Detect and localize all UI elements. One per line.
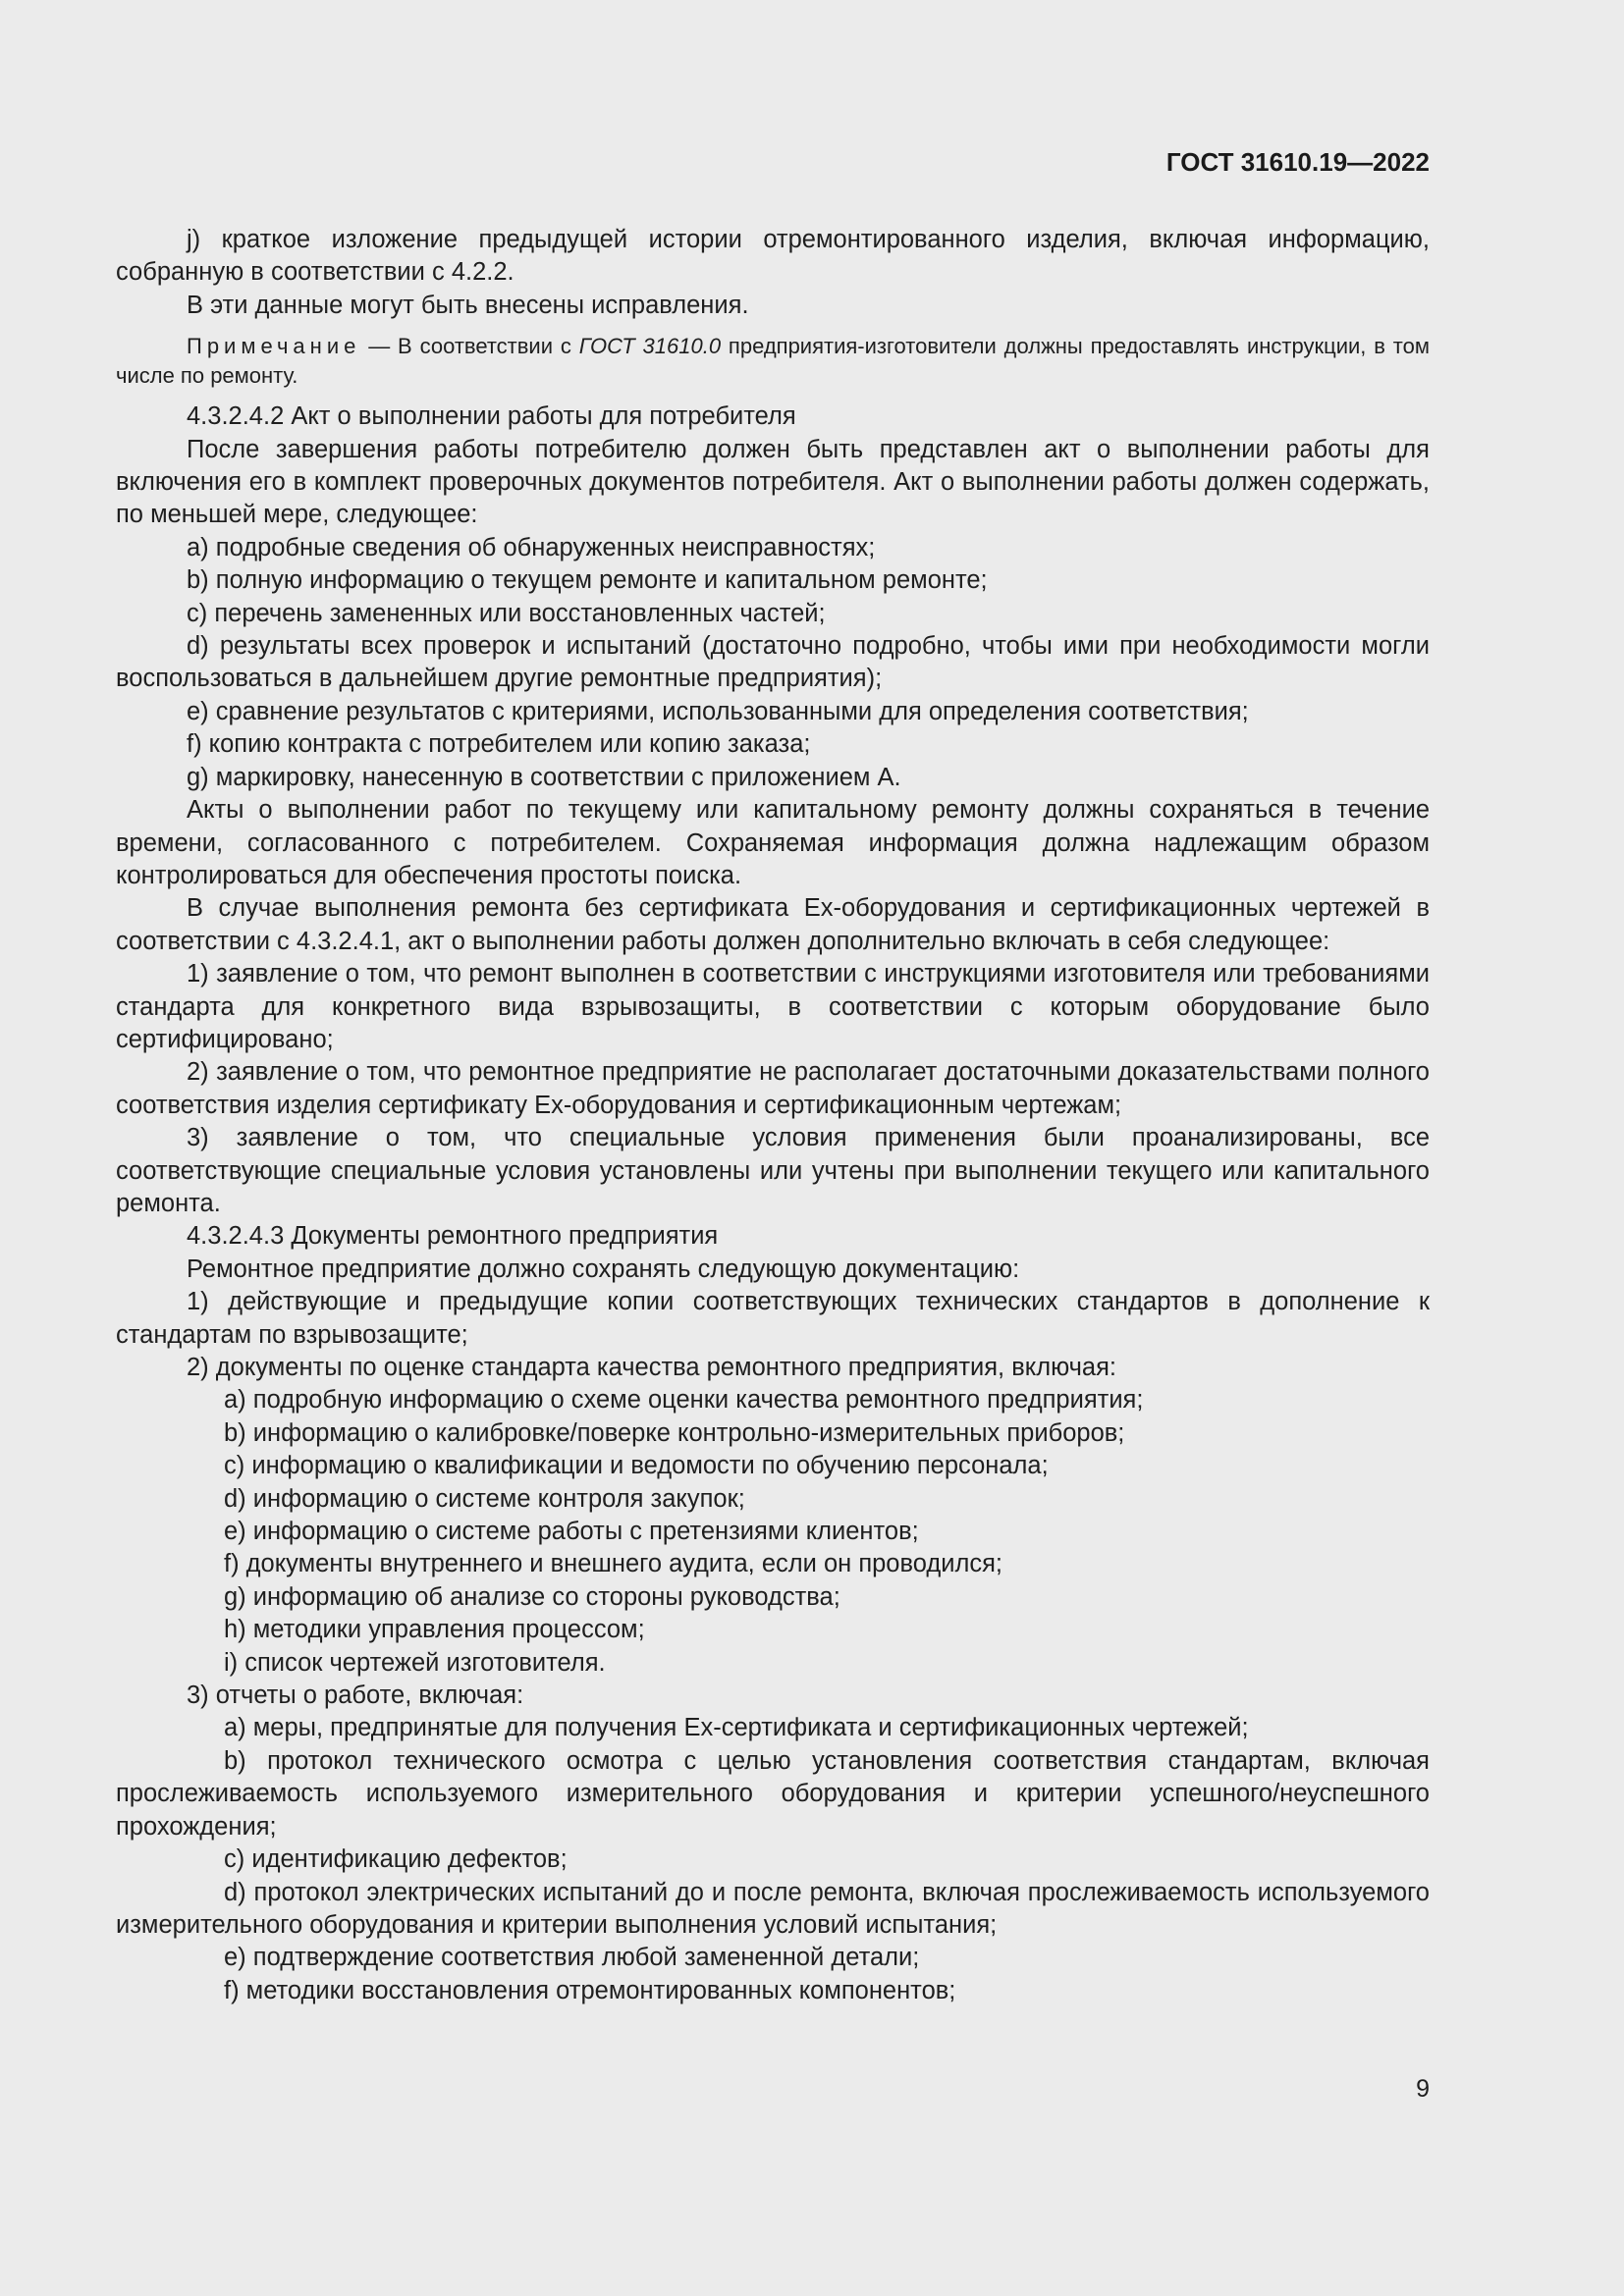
note-pre: — В соответствии с (360, 334, 579, 359)
list-item: b) полную информацию о текущем ремонте и капитальном ремонте; (187, 566, 988, 595)
list-item: f) копию контракта с потребителем или копию заказа; (187, 730, 811, 759)
sub-list-item: e) информацию о системе работы с претензиями клиентов; (224, 1518, 919, 1546)
paragraph: В случае выполнения ремонта без сертификата Ех-оборудования и сертификационных чертежей в соответствии с 4.3.2.4.1, акт о выполнении работы должен дополнительно включать в себя следующее: (116, 894, 1430, 955)
section-heading: 4.3.2.4.3 Документы ремонтного предприятия (187, 1222, 719, 1251)
sub-list-item: d) протокол электрических испытаний до и после ремонта, включая прослеживаемость используемого измерительного оборудования и критерии выполнения условий испытания; (116, 1878, 1430, 1939)
list-item: 2) документы по оценке стандарта качества ремонтного предприятия, включая: (187, 1354, 1117, 1381)
list-item: 1) заявление о том, что ремонт выполнен в соответствии с инструкциями изготовителя или требованиями стандарта для конкретного вида взрывозащиты, в соответствии с которым оборудование было сертифицировано; (116, 960, 1430, 1053)
list-item: 2) заявление о том, что ремонтное предприятие не располагает достаточными доказательствами полного соответствия изделия сертификату Ех-оборудования и сертификационным чертежам; (116, 1058, 1430, 1119)
sub-list-item: f) методики восстановления отремонтированных компонентов; (224, 1976, 956, 2004)
page-number: 9 (1416, 2075, 1430, 2103)
note-label: Примечание (187, 334, 361, 359)
note (116, 332, 1430, 391)
list-item: d) результаты всех проверок и испытаний (достаточно подробно, чтобы ими при необходимости могли воспользоваться в дальнейшем другие ремонтные предприятия); (116, 632, 1430, 693)
sub-list-item: g) информацию об анализе со стороны руководства; (224, 1582, 840, 1611)
list-item: c) перечень замененных или восстановленных частей; (187, 599, 826, 627)
standard-header: ГОСТ 31610.19—2022 (1165, 147, 1430, 177)
list-item: a) подробные сведения об обнаруженных неисправностях; (187, 533, 876, 561)
sub-list-item: e) подтверждение соответствия любой замененной детали; (224, 1944, 920, 1972)
list-item: 3) отчеты о работе, включая: (187, 1682, 524, 1710)
list-item: 3) заявление о том, что специальные условия применения были проанализированы, все соответствующие специальные условия установлены или учтены при выполнении текущего или капитального ремонта. (116, 1124, 1430, 1217)
sub-list-item: i) список чертежей изготовителя. (224, 1648, 606, 1677)
sub-list-item: c) идентификацию дефектов; (224, 1845, 568, 1874)
paragraph: Ремонтное предприятие должно сохранять следующую документацию: (187, 1255, 1020, 1283)
sub-list-item: a) меры, предпринятые для получения Ех-сертификата и сертификационных чертежей; (224, 1714, 1249, 1742)
sub-list-item: c) информацию о квалификации и ведомости по обучению персонала; (224, 1452, 1049, 1480)
paragraph: j) краткое изложение предыдущей истории отремонтированного изделия, включая информацию, собранную в соответствии с 4.2.2. (116, 226, 1430, 287)
sub-list-item: b) информацию о калибровке/поверке контрольно-измерительных приборов; (224, 1418, 1125, 1447)
list-item: 1) действующие и предыдущие копии соответствующих технических стандартов в дополнение к стандартам по взрывозащите; (116, 1288, 1430, 1349)
note-ref: ГОСТ 31610.0 (578, 334, 722, 359)
paragraph: После завершения работы потребителю должен быть представлен акт о выполнении работы для включения его в комплект проверочных документов потребителя. Акт о выполнении работы должен содержать, по меньшей мере, следующее: (116, 435, 1430, 529)
note-post: предприятия-изготовители должны предоставлять инструкции, в том числе по ремонту. (116, 334, 1430, 389)
section-heading: 4.3.2.4.2 Акт о выполнении работы для потребителя (187, 402, 796, 431)
sub-list-item: f) документы внутреннего и внешнего аудита, если он проводился; (224, 1550, 1003, 1578)
list-item: g) маркировку, нанесенную в соответствии с приложением А. (187, 763, 901, 791)
paragraph: В эти данные могут быть внесены исправления. (187, 291, 749, 319)
sub-list-item: b) протокол технического осмотра с целью установления соответствия стандартам, включая прослеживаемость используемого измерительного оборудования и критерии успешного/неуспешного прохождения; (116, 1746, 1430, 1841)
sub-list-item: a) подробную информацию о схеме оценки качества ремонтного предприятия; (224, 1386, 1144, 1415)
list-item: e) сравнение результатов с критериями, использованными для определения соответствия; (187, 697, 1249, 725)
sub-list-item: d) информацию о системе контроля закупок; (224, 1484, 745, 1513)
sub-list-item: h) методики управления процессом; (224, 1616, 645, 1644)
paragraph: Акты о выполнении работ по текущему или капитальному ремонту должны сохраняться в течение времени, согласованного с потребителем. Сохраняемая информация должна надлежащим образом контролироваться для обеспечения простоты поиска. (116, 796, 1430, 889)
document-body (116, 224, 1430, 2007)
